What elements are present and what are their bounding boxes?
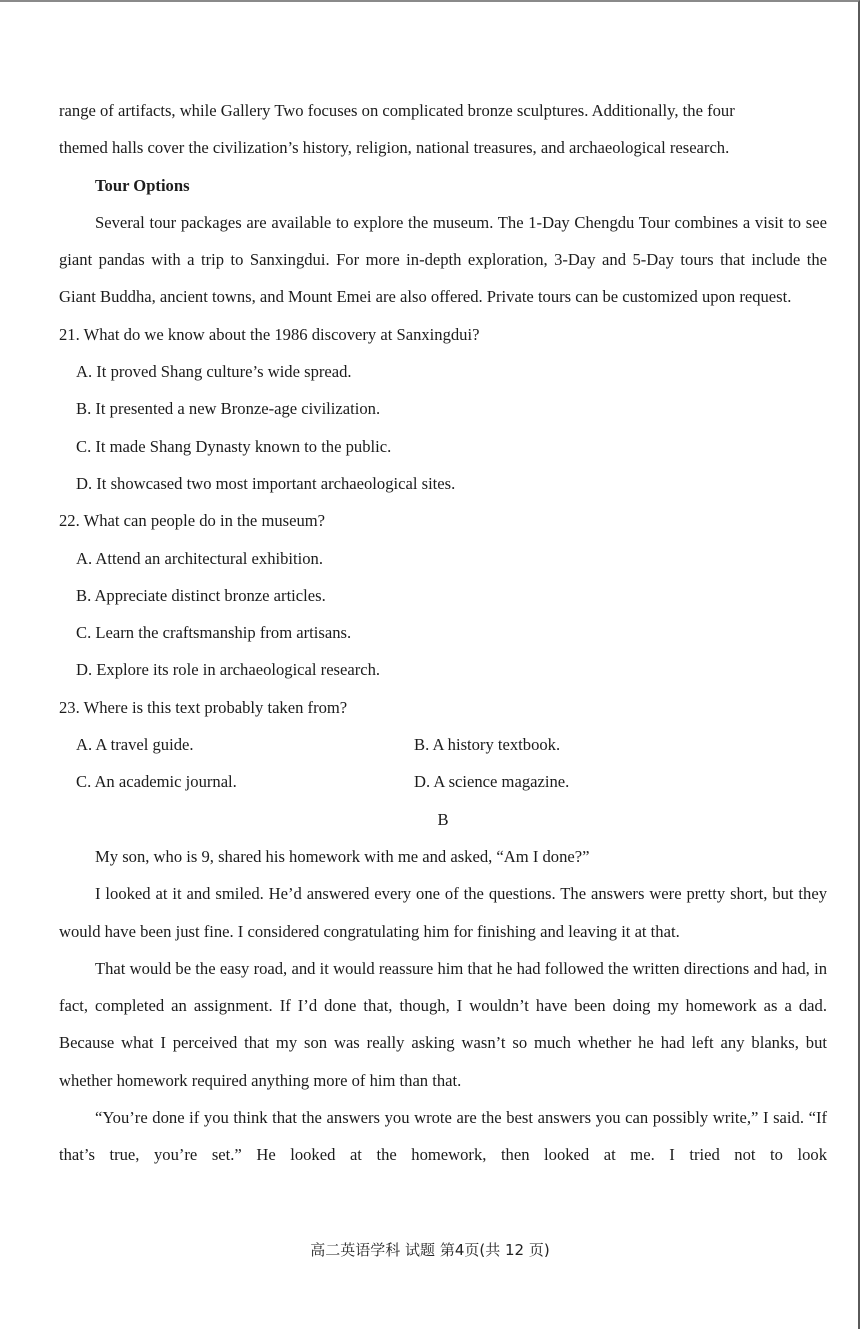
gallery-paragraph-line-2: themed halls cover the civilization’s history, religion, national treasures, and archaeological research.	[59, 138, 730, 158]
options-row-2	[59, 763, 827, 800]
option-b: B. Appreciate distinct bronze articles.	[76, 585, 326, 605]
option-d: D. Explore its role in archaeological research.	[76, 660, 381, 680]
option-d: D. It showcased two most important archaeological sites.	[76, 473, 456, 493]
question-stem: 22. What can people do in the museum?	[59, 511, 326, 531]
page-footer: 高二英语学科 试题 第4页(共 12 页)	[310, 1241, 550, 1259]
passage-b-paragraph-4: “You’re done if you think that the answers you wrote are the best answers you can possibly write,” I said. “If that’s true, you’re set.” He looked at the homework, then looked at me. I tried not to look	[59, 1108, 827, 1165]
options-row-1	[59, 726, 827, 763]
option-c: C. Learn the craftsmanship from artisans.	[76, 623, 352, 643]
option-d: D. A science magazine.	[414, 772, 570, 792]
question-22	[59, 502, 827, 688]
question-21	[59, 316, 827, 502]
exam-page-content	[59, 92, 827, 1174]
option-a: A. Attend an architectural exhibition.	[76, 548, 323, 568]
tour-options-heading: Tour Options	[95, 175, 190, 195]
option-a: A. A travel guide.	[76, 735, 194, 755]
tour-options-paragraph: Several tour packages are available to explore the museum. The 1-Day Chengdu Tour combines a visit to see giant pandas with a trip to Sanxingdui. For more in-depth exploration, 3-Day and 5-Day tours that include the Giant Buddha, ancient towns, and Mount Emei are also offered. Private tours can be customized upon request.	[59, 212, 827, 307]
option-b: B. It presented a new Bronze-age civilization.	[76, 399, 381, 419]
question-stem: 21. What do we know about the 1986 discovery at Sanxingdui?	[59, 324, 480, 344]
option-c: C. An academic journal.	[76, 772, 237, 792]
passage-b-paragraph-3: That would be the easy road, and it would reassure him that he had followed the written directions and had, in fact, completed an assignment. If I’d done that, though, I wouldn’t have been doing my homework as a dad. Because what I perceived that my son was really asking wasn’t so much whether he had left any blanks, but whether homework required anything more of him than that.	[59, 958, 827, 1090]
option-a: A. It proved Shang culture’s wide spread.	[76, 362, 352, 382]
gallery-paragraph-line-1: range of artifacts, while Gallery Two focuses on complicated bronze sculptures. Additionally, the four	[59, 101, 735, 120]
option-b: B. A history textbook.	[414, 735, 561, 755]
passage-b-paragraph-1: My son, who is 9, shared his homework with me and asked, “Am I done?”	[95, 846, 590, 866]
option-c: C. It made Shang Dynasty known to the public.	[76, 436, 392, 456]
passage-b-paragraph-2: I looked at it and smiled. He’d answered every one of the questions. The answers were pretty short, but they would have been just fine. I considered congratulating him for finishing and leaving it at that.	[59, 884, 827, 941]
question-23	[59, 689, 827, 801]
question-stem: 23. Where is this text probably taken from?	[59, 697, 348, 717]
section-label-b: B	[437, 809, 449, 829]
